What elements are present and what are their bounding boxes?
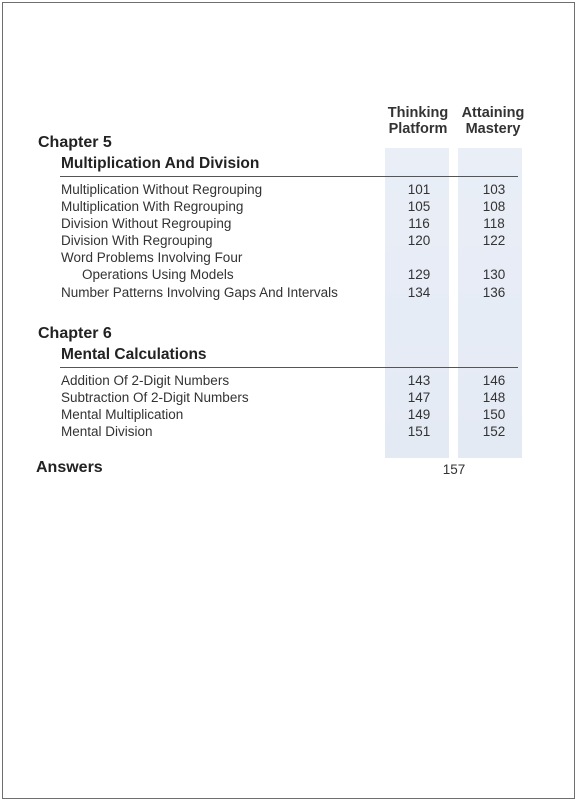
topic-label: Division Without Regrouping xyxy=(61,216,232,231)
topic-label: Addition Of 2-Digit Numbers xyxy=(61,373,230,388)
attaining-mastery-page: 122 xyxy=(482,233,506,248)
answers-page-number: 157 xyxy=(442,462,466,477)
topic-label: Mental Division xyxy=(61,424,153,439)
chapter-title: Multiplication And Division xyxy=(61,155,260,172)
attaining-mastery-page: 118 xyxy=(483,216,505,231)
thinking-platform-page: 116 xyxy=(408,216,430,231)
toc-row xyxy=(0,250,578,267)
topic-label: Division With Regrouping xyxy=(61,233,213,248)
topic-label: Operations Using Models xyxy=(82,267,234,282)
chapter-title: Mental Calculations xyxy=(61,346,207,363)
attaining-mastery-page: 146 xyxy=(482,373,506,388)
column-header-line: Thinking xyxy=(387,105,449,121)
column-header-line: Platform xyxy=(388,121,448,137)
chapter-divider xyxy=(60,176,518,177)
attaining-mastery-page: 136 xyxy=(482,285,506,300)
column-header-line: Mastery xyxy=(465,121,521,137)
thinking-platform-page: 143 xyxy=(407,373,431,388)
attaining-mastery-page: 152 xyxy=(482,424,506,439)
thinking-platform-page: 151 xyxy=(407,424,431,439)
topic-label: Multiplication Without Regrouping xyxy=(61,182,263,197)
attaining-mastery-page: 103 xyxy=(482,182,506,197)
thinking-platform-page: 134 xyxy=(407,285,431,300)
toc-row xyxy=(0,199,578,216)
topic-label: Number Patterns Involving Gaps And Intervals xyxy=(61,285,338,300)
chapter-number: Chapter 5 xyxy=(38,134,112,151)
toc-row xyxy=(0,216,578,233)
thinking-platform-page: 129 xyxy=(407,267,431,282)
toc-row xyxy=(0,182,578,199)
chapter-divider xyxy=(60,367,518,368)
thinking-platform-page: 149 xyxy=(407,407,431,422)
thinking-platform-page: 120 xyxy=(407,233,431,248)
attaining-mastery-page: 130 xyxy=(482,267,506,282)
column-header-line: Attaining xyxy=(461,105,525,121)
attaining-mastery-page: 148 xyxy=(482,390,506,405)
topic-label: Mental Multiplication xyxy=(61,407,184,422)
toc-row xyxy=(0,390,578,407)
toc-row xyxy=(0,424,578,441)
toc-row xyxy=(0,233,578,250)
thinking-platform-page: 105 xyxy=(407,199,431,214)
thinking-platform-page: 101 xyxy=(407,182,431,197)
toc-row xyxy=(0,373,578,390)
thinking-platform-page: 147 xyxy=(407,390,431,405)
attaining-mastery-page: 150 xyxy=(482,407,506,422)
attaining-mastery-page: 108 xyxy=(482,199,506,214)
chapter-number: Chapter 6 xyxy=(38,325,112,342)
topic-label: Multiplication With Regrouping xyxy=(61,199,244,214)
topic-label: Word Problems Involving Four xyxy=(61,250,243,265)
toc-row xyxy=(0,407,578,424)
answers-heading: Answers xyxy=(36,459,103,476)
column-header-thinking-platform xyxy=(378,105,458,137)
toc-row xyxy=(0,267,578,284)
column-header-attaining-mastery xyxy=(453,105,533,137)
toc-row xyxy=(0,285,578,302)
topic-label: Subtraction Of 2-Digit Numbers xyxy=(61,390,249,405)
